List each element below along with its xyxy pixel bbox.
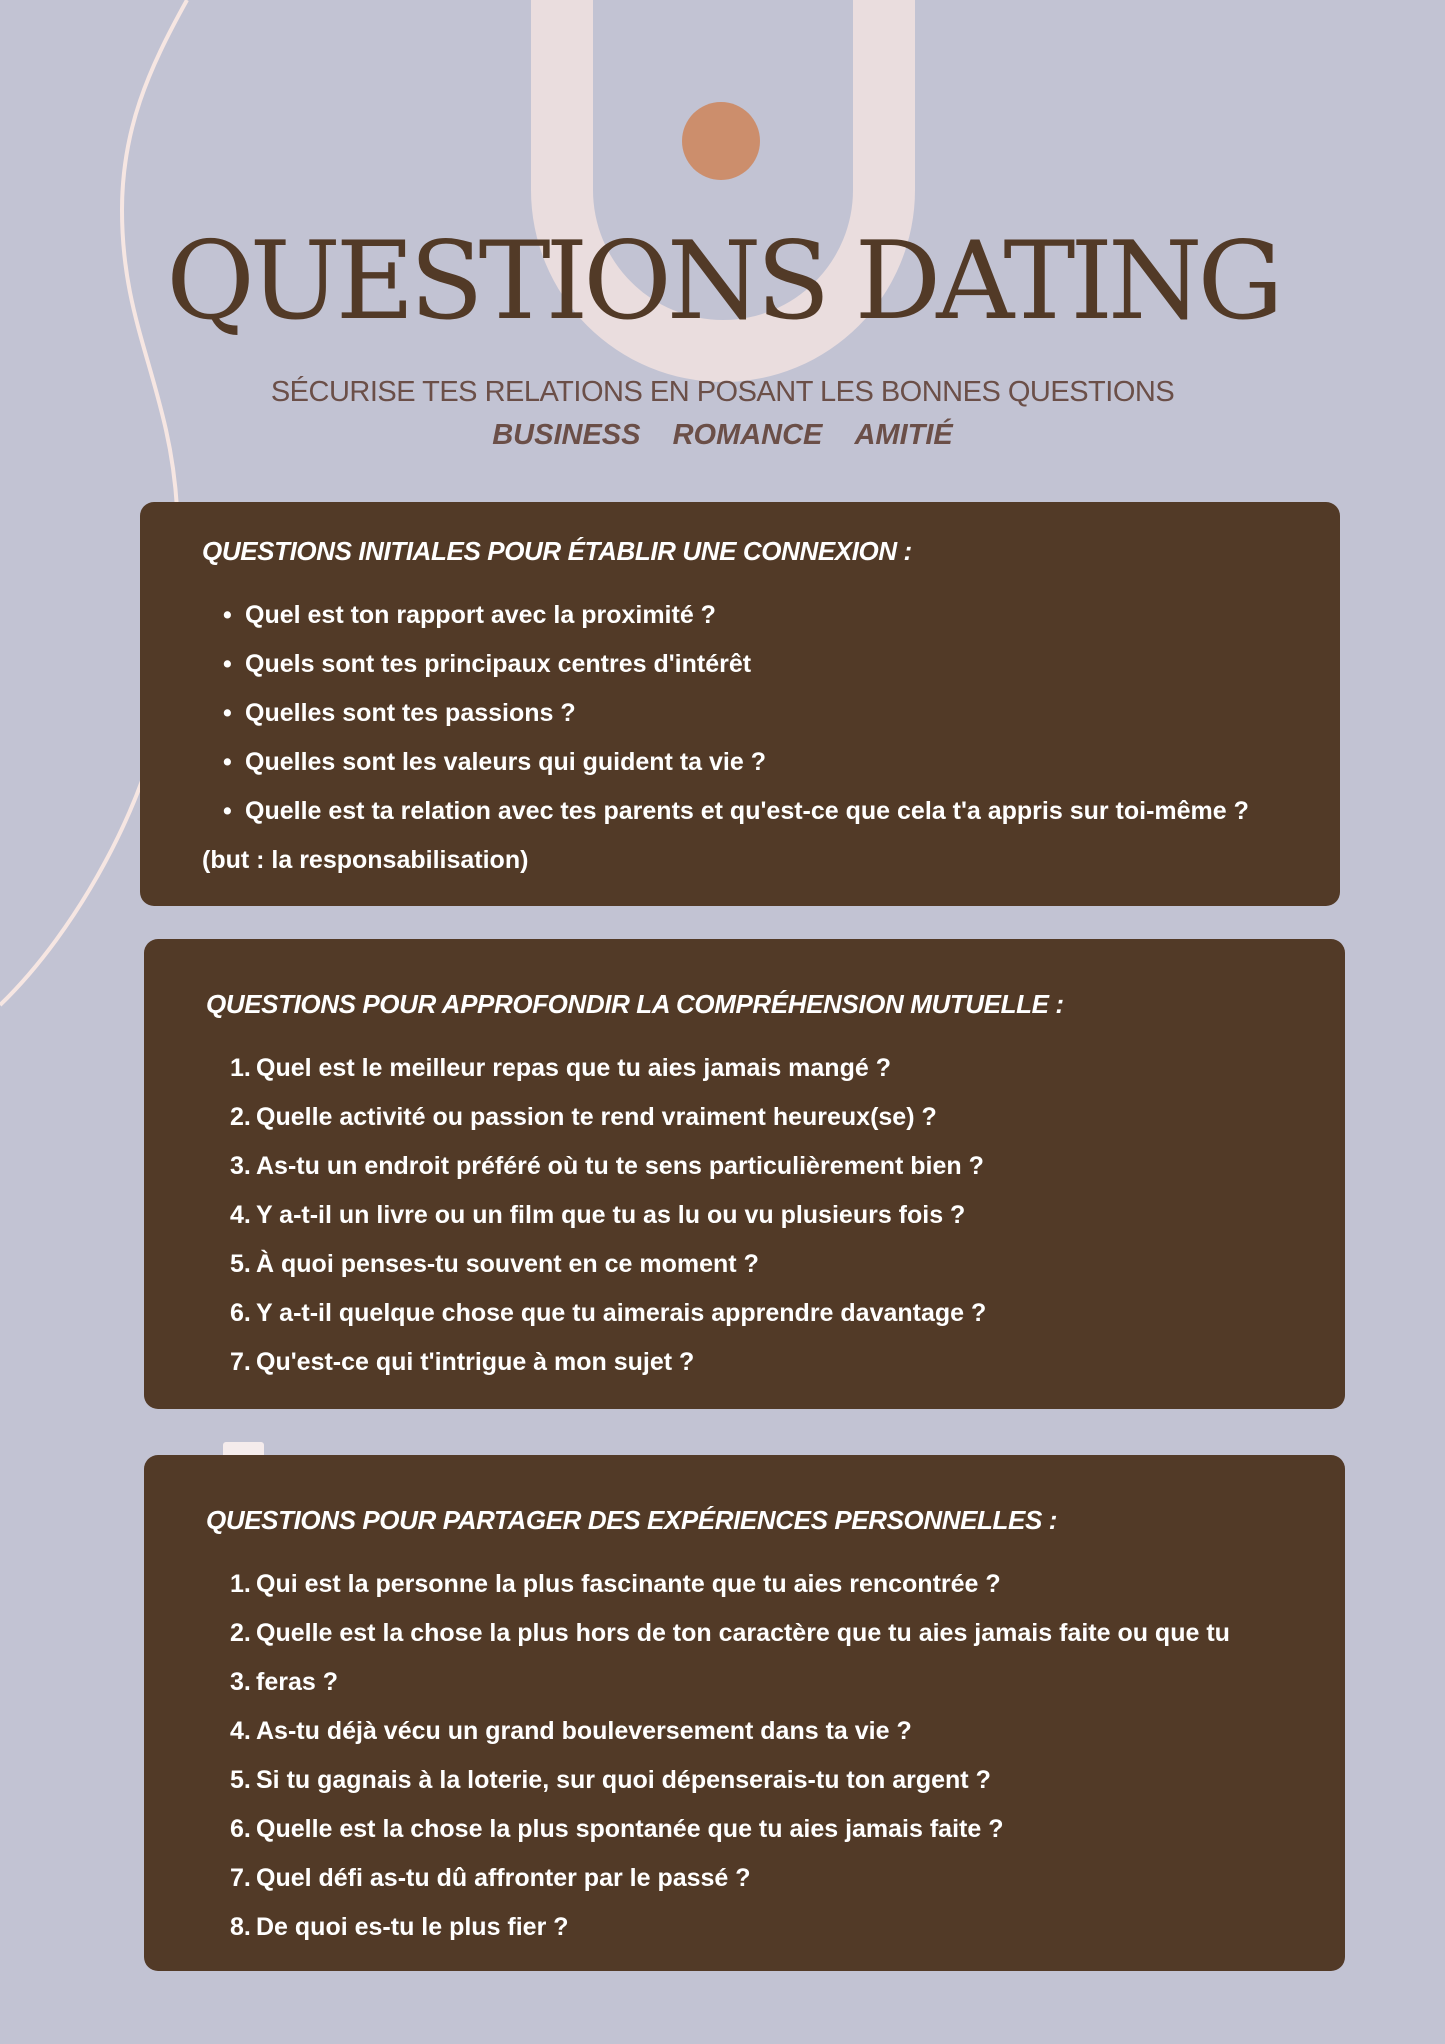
item-number: 7. — [230, 1348, 251, 1376]
item-text: Quel défi as-tu dû affronter par le passé ? — [256, 1864, 751, 1892]
question-list — [206, 1044, 1345, 1387]
list-item: • Quelle est ta relation avec tes parents et qu'est-ce que cela t'a appris sur toi-même ? — [202, 787, 1340, 836]
list-item — [206, 1854, 1345, 1903]
section-heading: QUESTIONS POUR APPROFONDIR LA COMPRÉHENSION MUTUELLE : — [206, 989, 1064, 1019]
list-item — [206, 1805, 1345, 1854]
section-mutual-understanding — [144, 939, 1345, 1409]
section-initial-questions — [140, 502, 1340, 906]
item-number: 4. — [230, 1201, 251, 1229]
item-number: 5. — [230, 1766, 251, 1794]
section-heading: QUESTIONS POUR PARTAGER DES EXPÉRIENCES PERSONNELLES : — [206, 1505, 1057, 1535]
list-item: • Quels sont tes principaux centres d'intérêt — [202, 640, 1340, 689]
list-item — [206, 1707, 1345, 1756]
item-text: Si tu gagnais à la loterie, sur quoi dépenserais-tu ton argent ? — [256, 1766, 991, 1794]
list-item — [206, 1044, 1345, 1093]
category-tags — [0, 419, 1445, 452]
section-note: (but : la responsabilisation) — [202, 846, 529, 874]
list-item: • Quelles sont tes passions ? — [202, 689, 1340, 738]
item-text: Quelle est la chose la plus spontanée que tu aies jamais faite ? — [256, 1815, 1004, 1843]
item-text: Qui est la personne la plus fascinante que tu aies rencontrée ? — [256, 1570, 1001, 1598]
tag-business: BUSINESS — [492, 419, 641, 451]
page-title: QUESTIONS DATING — [166, 219, 1279, 344]
item-number: 7. — [230, 1864, 251, 1892]
item-number: 3. — [230, 1668, 251, 1696]
list-item — [206, 1658, 1345, 1707]
list-item — [206, 1289, 1345, 1338]
list-item: • Quelles sont les valeurs qui guident ta vie ? — [202, 738, 1340, 787]
item-text: De quoi es-tu le plus fier ? — [256, 1913, 569, 1941]
list-item — [206, 1756, 1345, 1805]
item-number: 5. — [230, 1250, 251, 1278]
list-item — [206, 1240, 1345, 1289]
item-number: 2. — [230, 1103, 251, 1131]
accent-circle — [682, 102, 760, 180]
tag-amitie: AMITIÉ — [854, 419, 953, 451]
item-number: 3. — [230, 1152, 251, 1180]
list-item — [206, 1142, 1345, 1191]
list-item — [206, 1560, 1345, 1609]
item-number: 4. — [230, 1717, 251, 1745]
list-item — [206, 1191, 1345, 1240]
item-text: Quel est le meilleur repas que tu aies jamais mangé ? — [256, 1054, 891, 1082]
item-number: 6. — [230, 1815, 251, 1843]
question-list — [206, 1560, 1345, 1952]
item-number: 6. — [230, 1299, 251, 1327]
list-item: • Quel est ton rapport avec la proximité ? — [202, 591, 1340, 640]
item-text: Y a-t-il quelque chose que tu aimerais apprendre davantage ? — [256, 1299, 987, 1327]
section-personal-experiences — [144, 1455, 1345, 1971]
item-number: 2. — [230, 1619, 251, 1647]
list-item — [206, 1903, 1345, 1952]
item-text: Quelle est la chose la plus hors de ton caractère que tu aies jamais faite ou que tu — [256, 1619, 1230, 1647]
item-text: Y a-t-il un livre ou un film que tu as lu ou vu plusieurs fois ? — [256, 1201, 966, 1229]
list-item — [206, 1338, 1345, 1387]
tag-romance: ROMANCE — [672, 419, 823, 451]
item-text: Qu'est-ce qui t'intrigue à mon sujet ? — [256, 1348, 695, 1376]
item-number: 1. — [230, 1054, 251, 1082]
item-text: As-tu déjà vécu un grand bouleversement dans ta vie ? — [256, 1717, 912, 1745]
item-text: À quoi penses-tu souvent en ce moment ? — [256, 1250, 759, 1278]
question-list — [202, 591, 1340, 836]
section-heading: QUESTIONS INITIALES POUR ÉTABLIR UNE CONNEXION : — [202, 536, 912, 566]
item-text: Quelle activité ou passion te rend vraiment heureux(se) ? — [256, 1103, 937, 1131]
item-text: As-tu un endroit préféré où tu te sens particulièrement bien ? — [256, 1152, 984, 1180]
item-number: 1. — [230, 1570, 251, 1598]
list-item — [206, 1093, 1345, 1142]
list-item — [206, 1609, 1345, 1658]
item-number: 8. — [230, 1913, 251, 1941]
item-text: feras ? — [256, 1668, 338, 1696]
page-subtitle: SÉCURISE TES RELATIONS EN POSANT LES BONNES QUESTIONS — [270, 376, 1175, 408]
